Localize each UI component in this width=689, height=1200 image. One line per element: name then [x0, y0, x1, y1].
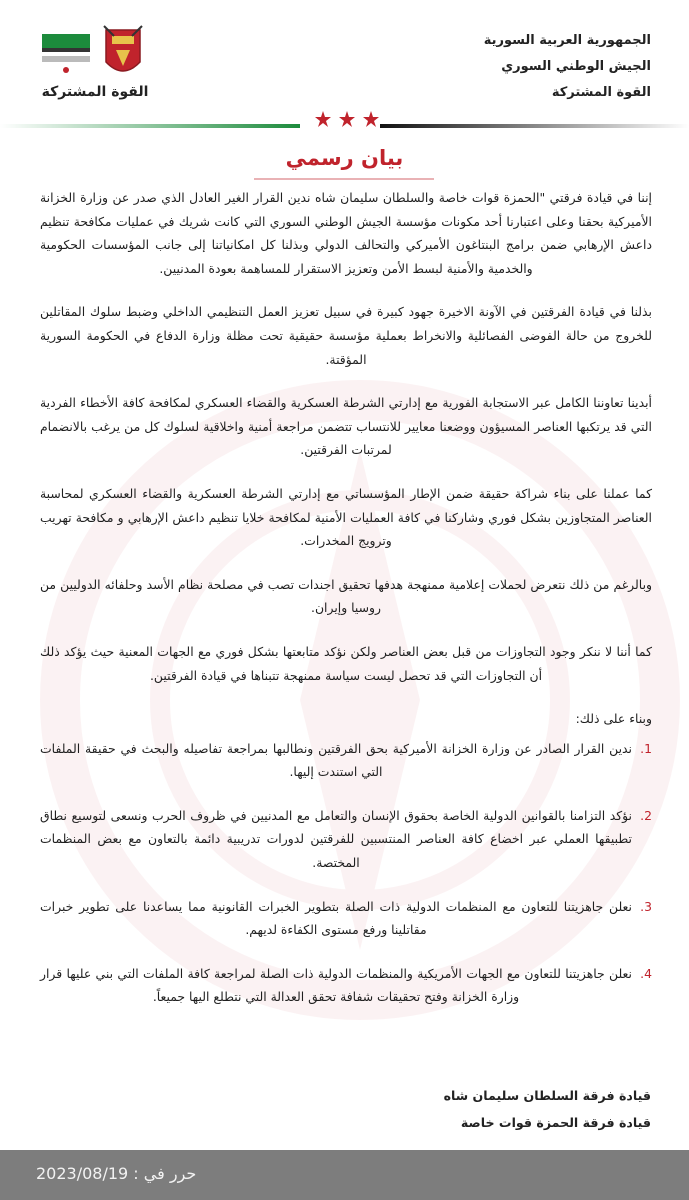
paragraph-5: وبالرغم من ذلك نتعرض لحملات إعلامية ممنهجة هدفها تحقيق اجندات تصب في مصلحة نظام الأسد وحلفائه الدوليين من روسيا وإيران. — [40, 576, 652, 616]
three-stars-icon — [312, 108, 382, 130]
paragraph-4: كما عملنا على بناء شراكة حقيقة ضمن الإطار المؤسساتي مع إدارتي الشرطة العسكرية والقضاء العسكري لمحاسبة العناصر المتجاوزين بشكل فوري وشاركنا في كافة العمليات الأمنية لمكافحة خلايا تنظيم داعش الإرهابي و مكافحة تهريب وترويج المخدرات. — [40, 485, 652, 549]
letterhead-lines — [484, 28, 651, 106]
list-item-number: 4. — [640, 965, 652, 981]
statement-title: بيان رسمي — [285, 146, 404, 170]
sultan-suleiman-shah-logo — [28, 18, 178, 88]
list-item — [40, 895, 652, 942]
list-item-number: 1. — [640, 740, 652, 756]
header-force: القوة المشتركة — [551, 85, 651, 100]
signature-hamza: قيادة فرقة الحمزة قوات خاصة — [460, 1115, 651, 1130]
paragraph-1: إننا في قيادة فرقتي "الحمزة قوات خاصة والسلطان سليمان شاه ندين القرار الغير العادل الذي صدر عن وزارة الخزانة الأميركية بحقنا وعلى اعتبارنا أحد مكونات مؤسسة الجيش الوطني السوري التي كانت شريك في عمليات مكافحة تنظيم داعش الإرهابي ضمن برامج البنتاغون الأميركي والتحالف الدولي وبذلنا كل امكانياتنا إلى جانب المؤسسات الحكومية والخدمية والأمنية لبسط الأمن وتعزيز الاستقرار للمساهمة بعودة المدنيين. — [40, 190, 652, 276]
paragraph-3: أبدينا تعاوننا الكامل عبر الاستجابة الفورية مع إدارتي الشرطة العسكرية والقضاء العسكري لمكافحة كافة الأخطاء الفردية التي قد يرتكبها العناصر المسيؤون ووضعنا معايير للانتساب تتضمن مراجعة أمنية واخلاقية لسلوك كل من يرغب بالانضمام لمرتبات الفرقتين. — [40, 395, 652, 458]
logo-group — [28, 18, 178, 118]
signature-block — [444, 1082, 651, 1136]
list-item-text: ندين القرار الصادر عن وزارة الخزانة الأميركية بحق الفرقتين ونطالبها بمراجعة تفاصيله والبحث في حقيقة الملفات التي استندت إليها. — [40, 740, 632, 780]
header-country: الجمهورية العربية السورية — [483, 33, 651, 48]
green-stripe — [0, 124, 300, 128]
paragraph-6: كما أننا لا ننكر وجود التجاوزات من قبل بعض العناصر ولكن نؤكد متابعتها بشكل فوري مع الجهات المعنية حيث يؤكد ذلك أن التجاوزات التي قد تحصل ليست سياسة ممنهجة تتبناها في قيادة الفرقتين. — [40, 643, 652, 683]
list-item — [40, 804, 652, 875]
statement-body — [40, 186, 652, 1029]
letterhead — [0, 0, 689, 140]
logo-caption: القوة المشتركة — [41, 84, 149, 100]
issued-date: 2023/08/19 : حرر في — [36, 1164, 197, 1183]
list-item-text: نعلن جاهزيتنا للتعاون مع الجهات الأمريكية والمنظمات الدولية ذات الصلة لمراجعة كافة الملفات التي بني عليها قرار وزارة الخزانة وفتح تحقيقات شفافة تحقق العدالة التي نتطلع اليها جميعاً. — [40, 965, 632, 1005]
title-underline — [254, 178, 434, 180]
list-item — [40, 737, 652, 784]
list-item-number: 2. — [640, 807, 652, 823]
signature-sultan: قيادة فرقة السلطان سليمان شاه — [443, 1088, 651, 1103]
paragraph-2: بذلنا في قيادة الفرقتين في الآونة الاخيرة جهود كبيرة في سبيل تعزيز العمل التنظيمي الداخلي وضبط سلوك المقاتلين للخروج من حالة الفوضى الفصائلية والانخراط بعملية مؤسسة حقيقية تحت مظلة وزارة الدفاع في الحكومة السورية المؤقتة. — [40, 304, 652, 367]
list-item — [40, 962, 652, 1009]
list-item-text: نؤكد التزامنا بالقوانين الدولية الخاصة بحقوق الإنسان والتعامل مع المدنيين في ظروف الحرب ونسعى لتوسيع نطاق تطبيقها العملي عبر اخضاع كافة العناصر المنتسبين للفرقتين لدورات تدريبية دائمة بالتعاون مع بعض المنظمات المختصة. — [40, 807, 632, 871]
black-stripe — [380, 124, 689, 128]
header-army: الجيش الوطني السوري — [501, 59, 651, 74]
list-item-number: 3. — [640, 898, 652, 914]
list-item-text: نعلن جاهزيتنا للتعاون مع المنظمات الدولية ذات الصلة بتطوير الخبرات القانونية مما يساعدنا على تطوير خبرات مقاتلينا ورفع مستوى الكفاءة لديهم. — [40, 898, 632, 938]
footer-bar — [0, 1150, 689, 1200]
list-intro: وبناء على ذلك: — [575, 711, 652, 727]
